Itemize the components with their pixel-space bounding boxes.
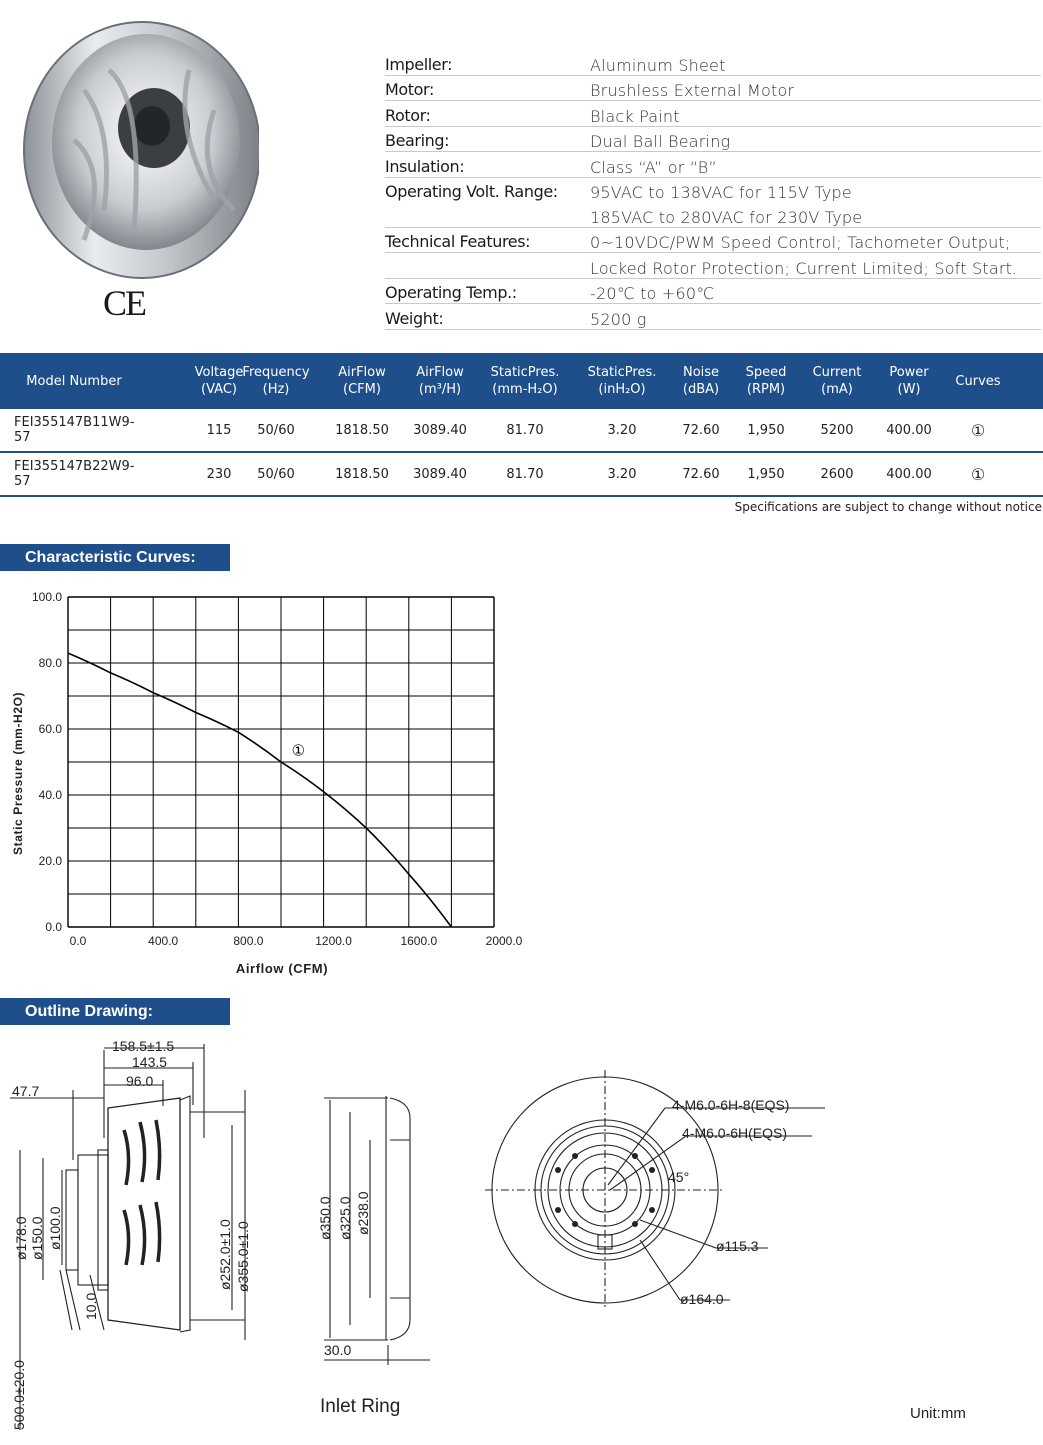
spec-label: Rotor:: [385, 105, 431, 125]
dim-angle-45: 45°: [668, 1169, 690, 1185]
x-axis-label: Airflow (CFM): [235, 961, 329, 976]
characteristic-chart: [0, 585, 530, 980]
col-header: Voltage (VAC): [194, 365, 244, 397]
col-header: AirFlow (m³/H): [416, 365, 464, 397]
x-tick-label: 2000.0: [485, 934, 523, 948]
spec-table: [0, 353, 1043, 497]
dim-ring-30: 30.0: [324, 1342, 352, 1358]
cell: 50/60: [257, 466, 295, 482]
cell-curve: ①: [970, 464, 986, 484]
spec-label: Impeller:: [385, 54, 453, 74]
cell: 72.60: [682, 466, 720, 482]
dim-47-7: 47.7: [12, 1083, 40, 1099]
ce-mark: CE: [103, 283, 146, 323]
dim-96-0: 96.0: [126, 1073, 154, 1089]
spec-label: Technical Features:: [385, 232, 531, 251]
unit-label: Unit:mm: [910, 1405, 966, 1422]
cell: 1,950: [747, 422, 785, 438]
dim-115-3: ø115.3: [716, 1238, 759, 1254]
spec-label: [385, 277, 590, 278]
y-tick-label: 0.0: [45, 920, 62, 934]
table-row: [0, 453, 1043, 497]
spec-row: [385, 279, 1041, 305]
spec-value: 0~10VDC/PWM Speed Control; Tachometer Output;: [590, 233, 1011, 252]
cell: 1818.50: [335, 466, 389, 482]
cell: 1,950: [747, 466, 785, 482]
cell: 115: [206, 422, 232, 438]
spec-row: [385, 202, 1041, 228]
cell: 50/60: [257, 422, 295, 438]
chart-x-ticks: [70, 934, 523, 948]
spec-value: 185VAC to 280VAC for 230V Type: [590, 207, 863, 227]
y-tick-label: 80.0: [38, 656, 62, 670]
spec-value: 5200 g: [590, 309, 647, 329]
spec-label: Motor:: [385, 80, 434, 99]
spec-row: [385, 101, 1041, 127]
dim-thread-1: 4-M6.0-6H-8(EQS): [672, 1097, 790, 1113]
cell: 2600: [820, 466, 854, 482]
dim-355-0: ø355.0±1.0: [235, 1221, 251, 1292]
cell: 3089.40: [413, 466, 467, 482]
col-header: Model Number: [26, 373, 122, 389]
cell-model: FEI355147B11W9-57: [14, 415, 135, 445]
spec-row: [385, 304, 1041, 330]
col-header: StaticPres. (inH₂O): [587, 365, 657, 397]
col-header: Power (W): [889, 365, 929, 397]
dim-thread-2: 4-M6.0-6H(EQS): [682, 1125, 788, 1141]
series-line-1: [68, 653, 451, 927]
y-axis-label: Static Pressure (mm-H2O): [11, 691, 25, 855]
spec-list: [385, 50, 1041, 330]
spec-row: [385, 152, 1041, 178]
spec-notice: Specifications are subject to change without notice: [734, 500, 1042, 514]
dim-ring-238: ø238.0: [355, 1191, 371, 1235]
x-tick-label: 800.0: [233, 934, 264, 948]
spec-label: Operating Volt. Range:: [385, 182, 558, 201]
spec-row: [385, 76, 1041, 102]
cell: 400.00: [886, 466, 932, 482]
spec-value: Aluminum Sheet: [590, 55, 726, 75]
spec-value: Class “A” or “B”: [590, 157, 717, 177]
col-header: AirFlow (CFM): [338, 365, 386, 397]
side-view: [10, 1044, 245, 1430]
y-tick-label: 100.0: [31, 590, 62, 604]
x-tick-label: 400.0: [148, 934, 179, 948]
cell: 1818.50: [335, 422, 389, 438]
spec-label: Weight:: [385, 308, 444, 328]
y-tick-label: 40.0: [38, 788, 62, 802]
spec-label: Operating Temp.:: [385, 283, 517, 302]
table-header: [0, 353, 1043, 409]
spec-row: [385, 228, 1041, 254]
cell: 72.60: [682, 422, 720, 438]
spec-row: [385, 253, 1041, 279]
spec-value: Black Paint: [590, 106, 680, 126]
cell: 230: [206, 466, 232, 482]
dim-164-0: ø164.0: [680, 1291, 724, 1307]
outline-section-title: Outline Drawing:: [0, 998, 230, 1025]
cell: 400.00: [886, 422, 932, 438]
dim-178-0: ø178.0: [13, 1216, 29, 1260]
cell: 81.70: [506, 466, 544, 482]
col-header: Frequency (Hz): [242, 365, 310, 397]
dim-10-0: 10.0: [83, 1292, 99, 1320]
x-tick-label: 0.0: [69, 934, 87, 948]
col-header: Curves: [955, 373, 1001, 389]
col-header: Speed (RPM): [745, 365, 787, 397]
dim-500-0: 500.0±20.0: [11, 1360, 27, 1430]
cell: 5200: [820, 422, 854, 438]
dim-150-0: ø150.0: [29, 1216, 45, 1260]
x-tick-label: 1200.0: [315, 934, 352, 948]
dim-ring-350: ø350.0: [317, 1196, 333, 1240]
col-header: Noise (dBA): [682, 365, 720, 397]
cell: 3089.40: [413, 422, 467, 438]
y-tick-label: 60.0: [38, 722, 62, 736]
spec-label: Bearing:: [385, 131, 450, 150]
spec-value: Brushless External Motor: [590, 81, 795, 100]
spec-value: -20℃ to +60℃: [590, 284, 715, 303]
cell: 3.20: [607, 422, 637, 438]
dim-143-5: 143.5: [132, 1054, 168, 1070]
cell: 3.20: [607, 466, 637, 482]
spec-row: [385, 127, 1041, 153]
cell: 81.70: [506, 422, 544, 438]
fan-product-image: [14, 10, 259, 282]
y-tick-label: 20.0: [38, 854, 62, 868]
curves-section-title: Characteristic Curves:: [0, 544, 230, 571]
spec-value: Dual Ball Bearing: [590, 132, 731, 151]
dim-100-0: ø100.0: [47, 1206, 63, 1250]
spec-row: [385, 178, 1041, 203]
chart-y-ticks: [32, 590, 62, 934]
dim-252-0: ø252.0±1.0: [217, 1219, 233, 1290]
table-row: [0, 409, 1043, 453]
cell-model: FEI355147B22W9-57: [14, 459, 135, 489]
spec-value: 95VAC to 138VAC for 115V Type: [590, 183, 852, 202]
outline-drawing: [0, 1030, 1043, 1440]
dim-158-5: 158.5±1.5: [112, 1038, 175, 1054]
spec-row: [385, 50, 1041, 76]
x-tick-label: 1600.0: [400, 934, 438, 948]
spec-value: Locked Rotor Protection; Current Limited; Soft Start.: [590, 258, 1018, 278]
inlet-ring-label: Inlet Ring: [320, 1396, 401, 1417]
col-header: StaticPres. (mm-H₂O): [490, 365, 560, 397]
curve-annotation: ①: [291, 742, 306, 760]
spec-label: Insulation:: [385, 156, 465, 176]
cell-curve: ①: [970, 420, 986, 440]
dim-ring-325: ø325.0: [337, 1196, 353, 1240]
col-header: Current (mA): [812, 365, 862, 397]
spec-label: [385, 226, 590, 227]
